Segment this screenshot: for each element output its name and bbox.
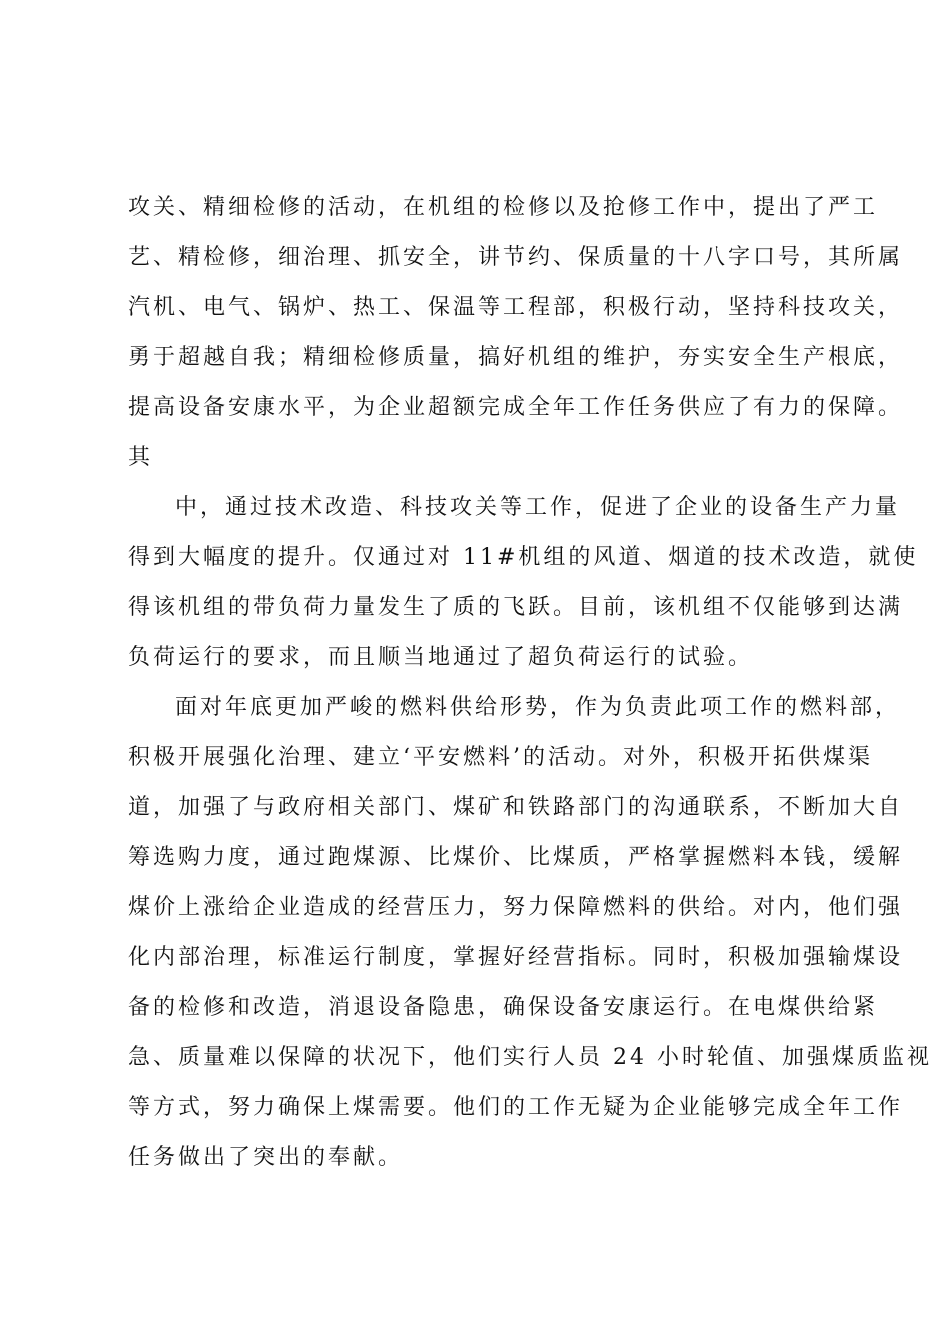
text-line: 中，通过技术改造、科技攻关等工作，促进了企业的设备生产力量 (175, 495, 901, 520)
text-line: 道，加强了与政府相关部门、煤矿和铁路部门的沟通联系，不断加大自 (128, 795, 904, 820)
text-line: 化内部治理，标准运行制度，掌握好经营指标。同时，积极加强输煤设 (128, 945, 904, 970)
text-line: 积极开展强化治理、建立‘平安燃料’的活动。对外，积极开拓供煤渠 (128, 745, 873, 770)
paragraph-3 (128, 683, 932, 1183)
paragraph-2 (128, 483, 919, 683)
text-line: 得该机组的带负荷力量发生了质的飞跃。目前，该机组不仅能够到达满 (128, 595, 904, 620)
text-line: 艺、精检修，细治理、抓安全，讲节约、保质量的十八字口号，其所属 (128, 245, 904, 270)
text-line: 备的检修和改造，消退设备隐患，确保设备安康运行。在电煤供给紧 (128, 995, 879, 1020)
text-line: 汽机、电气、锅炉、热工、保温等工程部，积极行动，坚持科技攻关， (128, 295, 904, 320)
document-body (128, 183, 932, 1183)
text-line: 面对年底更加严峻的燃料供给形势，作为负责此项工作的燃料部， (175, 695, 901, 720)
paragraph-1 (128, 183, 904, 483)
text-line: 提高设备安康水平，为企业超额完成全年工作任务供应了有力的保障。 (128, 395, 904, 420)
text-line: 得到大幅度的提升。仅通过对 11#机组的风道、烟道的技术改造，就使 (128, 545, 919, 570)
text-line: 煤价上涨给企业造成的经营压力，努力保障燃料的供给。对内，他们强 (128, 895, 904, 920)
text-line: 急、质量难以保障的状况下，他们实行人员 24 小时轮值、加强煤质监视 (128, 1045, 932, 1070)
text-line: 其 (128, 445, 154, 470)
text-line: 筹选购力度，通过跑煤源、比煤价、比煤质，严格掌握燃料本钱，缓解 (128, 845, 904, 870)
text-line: 任务做出了突出的奉献。 (128, 1145, 404, 1170)
text-line: 负荷运行的要求，而且顺当地通过了超负荷运行的试验。 (128, 645, 754, 670)
text-line: 攻关、精细检修的活动，在机组的检修以及抢修工作中，提出了严工 (128, 195, 879, 220)
text-line: 等方式，努力确保上煤需要。他们的工作无疑为企业能够完成全年工作 (128, 1095, 904, 1120)
text-line: 勇于超越自我；精细检修质量，搞好机组的维护，夯实安全生产根底， (128, 345, 904, 370)
